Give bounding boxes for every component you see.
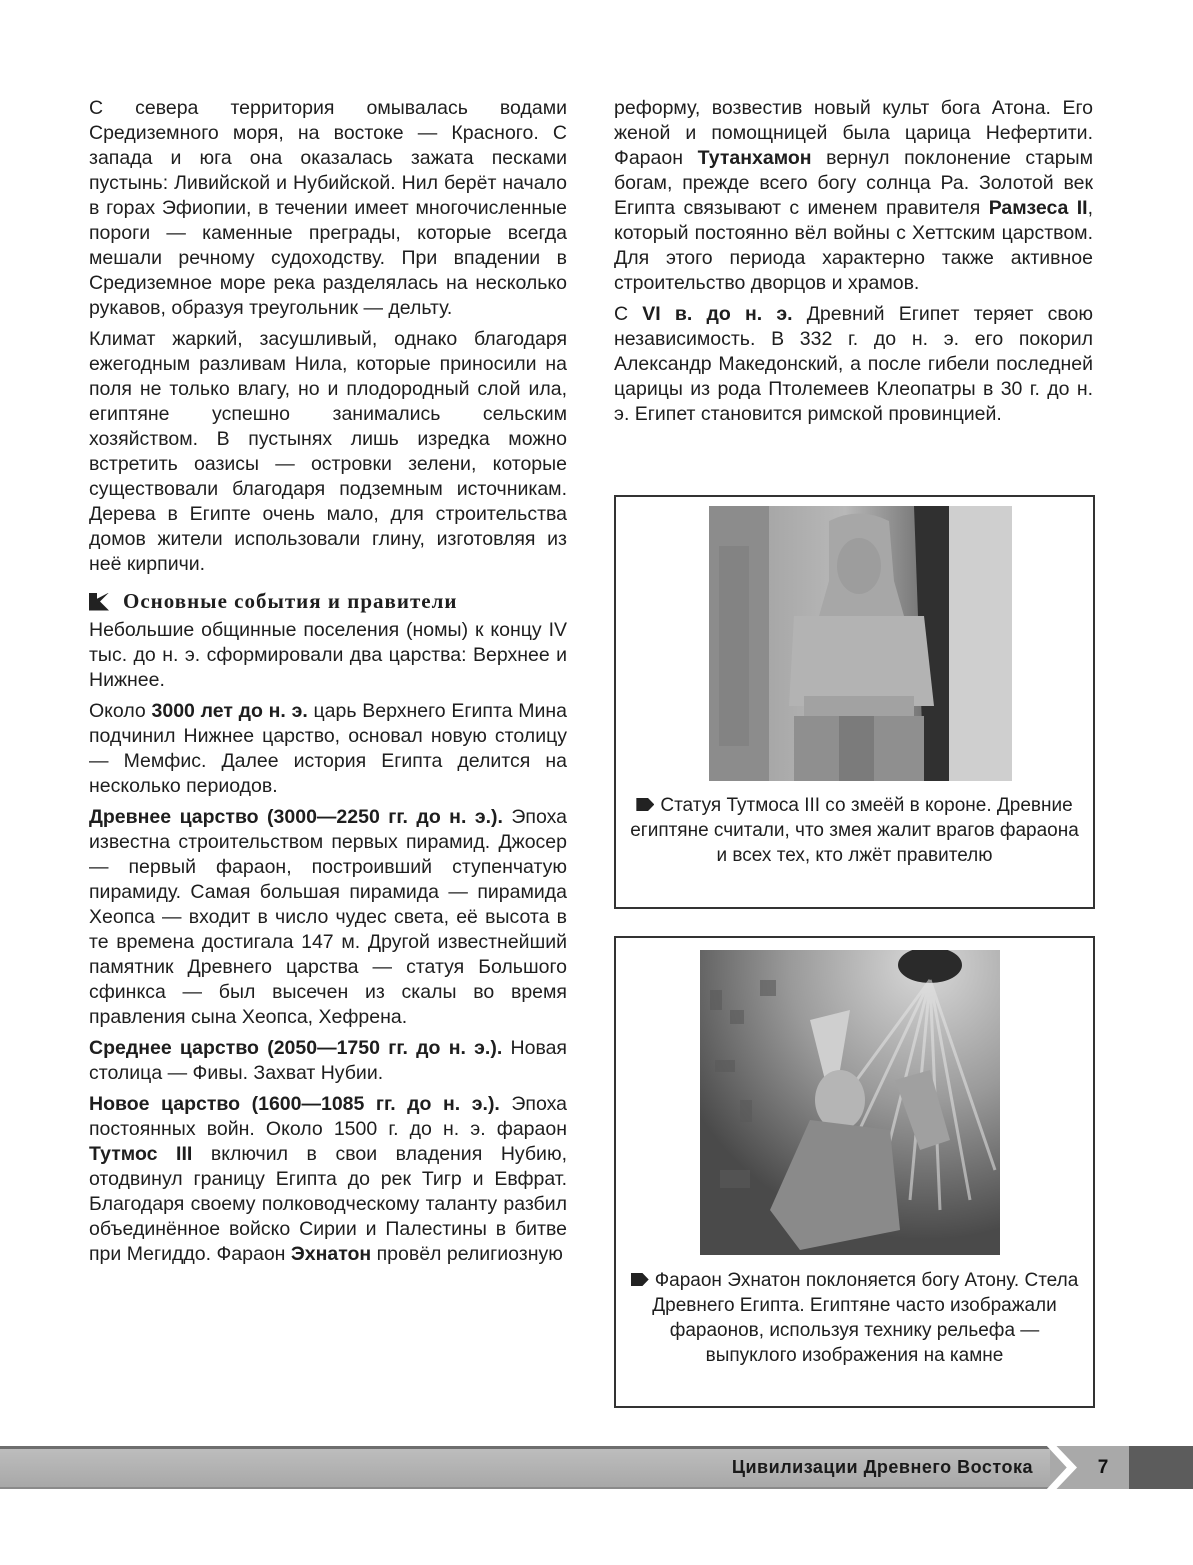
paragraph-middle-kingdom: Среднее царство (2050—1750 гг. до н. э.). Новая столица — Фивы. Захват Нубии. [89, 1037, 567, 1084]
footer-edge [1129, 1446, 1193, 1489]
paragraph-decline: С VI в. до н. э. Древний Египет теряет свою независимость. В 332 г. до н. э. его покорил Александр Македонский, а после гибели последней царицы из рода Птолемеев Клеопатры в 30 г. до н. э. Египет становится римской провинцией. [614, 303, 1094, 425]
paragraph-new-kingdom: Новое царство (1600—1085 гг. до н. э.). Эпоха постоянных войн. Около 1500 г. до н. э. фараон Тутмос III включил в свои владения Нубию, отодвинул границу Египта до рек Тигр и Евфрат. Благодаря своему полководческому таланту разбил объединённое войско Сирии и Палестины в битве при Мегиддо. Фараон Эхнатон провёл религиозную [89, 1093, 567, 1265]
caption-marker-icon [636, 798, 654, 811]
figure-stela [614, 936, 1095, 1408]
figure-statue [614, 495, 1095, 909]
section-heading [89, 589, 567, 614]
right-column [614, 96, 1093, 433]
stela-caption: Фараон Эхнатон поклоняется богу Атону. Стела Древнего Египта. Египтяне часто изображали фараонов, используя технику рельефа — выпуклого изображения на камне [626, 1268, 1083, 1368]
paragraph-geography: С севера территория омывалась водами Средиземного моря, на востоке — Красного. С запада и юга она оказалась зажата песками пустынь: Ливийской и Нубийской. Нил берёт начало в горах Эфиопии, в течении имеет многочисленные пороги — каменные преграды, которые всегда мешали речному судоходству. При впадении в Средиземное море река разделялась на несколько рукавов, образуя треугольник — дельту. [89, 97, 567, 319]
stela-photo [700, 950, 1000, 1255]
paragraph-old-kingdom: Древнее царство (3000—2250 гг. до н. э.). Эпоха известна строительством первых пирамид. Джосер — первый фараон, построивший ступенчатую пирамиду. Самая большая пирамида — пирамида Хеопса — входит в число чудес света, её высота в те времена достигала 147 м. Другой известнейший памятник Древнего царства — статуя Большого сфинкса — был высечен из скалы во время правления сына Хеопса, Хефрена. [89, 806, 567, 1028]
section-heading-text: Основные события и правители [123, 589, 458, 613]
paragraph-climate: Климат жаркий, засушливый, однако благодаря ежегодным разливам Нила, которые приносили на поля не только влагу, но и плодородный слой ила, египтяне успешно занимались сельским хозяйством. В пустынях лишь изредка можно встретить оазисы — островки зелени, которые существовали благодаря подземным источникам. Дерева в Египте очень мало, для строительства домов жители использовали глину, изготовляя из неё кирпичи. [89, 328, 567, 575]
footer-title: Цивилизации Древнего Востока [731, 1457, 1033, 1477]
caption-marker-icon [631, 1273, 649, 1286]
statue-caption: Статуя Тутмоса III со змеёй в короне. Древние египтяне считали, что змея жалит врагов фараона и всех тех, кто лжёт правителю [630, 795, 1079, 866]
left-column [89, 96, 567, 1273]
page-number: 7 [1077, 1446, 1129, 1489]
paragraph-reform: реформу, возвестив новый культ бога Атона. Его женой и помощницей была царица Нефертити. Фараон Тутанхамон вернул поклонение старым богам, прежде всего богу солнца Ра. Золотой век Египта связывают с именем правителя Рамзеса II, который постоянно вёл войны с Хеттским царством. Для этого периода характерно также активное строительство дворцов и храмов. [614, 97, 1094, 294]
statue-photo [709, 506, 1012, 781]
paragraph-nomes: Небольшие общинные поселения (номы) к концу IV тыс. до н. э. сформировали два царства: Верхнее и Нижнее. [89, 619, 567, 691]
heading-marker-icon [89, 593, 109, 611]
paragraph-mina: Около 3000 лет до н. э. царь Верхнего Египта Мина подчинил Нижнее царство, основал новую столицу — Мемфис. Далее история Египта делится на несколько периодов. [89, 700, 567, 797]
